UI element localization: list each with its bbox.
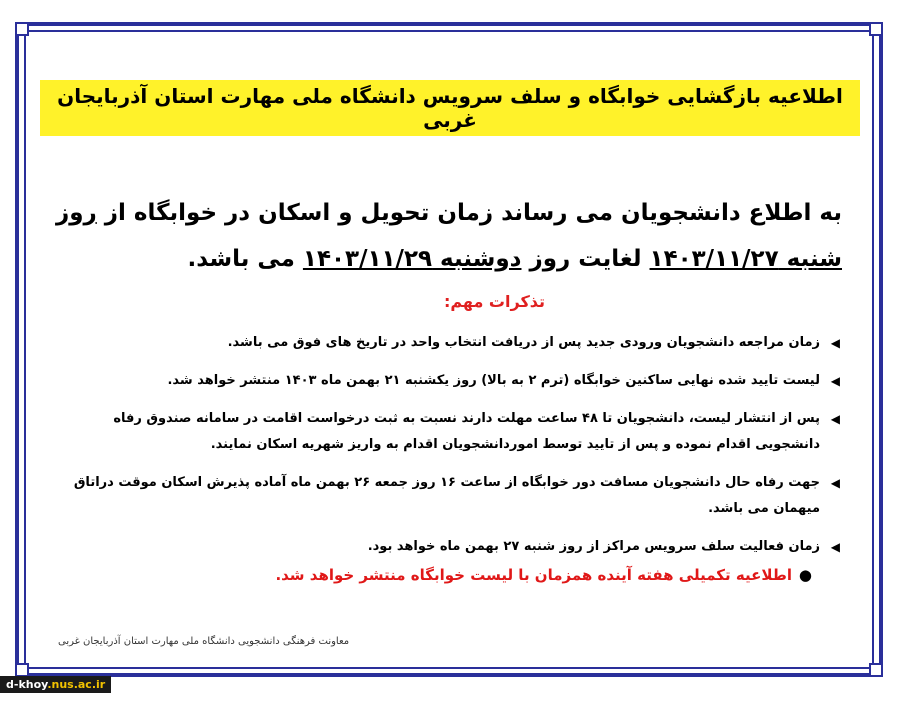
- corner-ornament: [15, 22, 29, 36]
- list-item-text: پس از انتشار لیست، دانشجویان تا ۴۸ ساعت مهلت دارند نسبت به ثبت درخواست اقامت در سامانه صندوق رفاه دانشجویی اقدام نموده و پس از تایید توسط اموردانشجویان اقدام به واریز شهریه اسکان نمایند.: [113, 411, 820, 452]
- watermark-suffix: .nus.ac.ir: [47, 678, 106, 691]
- final-note-text: اطلاعیه تکمیلی هفته آینده همزمان با لیست خوابگاه منتشر خواهد شد.: [275, 566, 792, 584]
- title-wrapper: [40, 80, 860, 136]
- footer-signature: معاونت فرهنگی دانشجویی دانشگاه ملی مهارت استان آذربایجان غربی: [58, 636, 350, 647]
- lead-date-start: روز شنبه ۱۴۰۳/۱۱/۲۷: [56, 200, 842, 272]
- list-item: [50, 330, 840, 356]
- lead-text-3: می باشد.: [187, 246, 303, 272]
- arrow-bullet-icon: ◀: [830, 476, 840, 490]
- list-item: [50, 470, 840, 522]
- dot-bullet-icon: ●: [798, 566, 812, 584]
- arrow-bullet-icon: ◀: [830, 412, 840, 426]
- list-item: [50, 368, 840, 394]
- lead-text-2: لغایت روز: [521, 246, 650, 272]
- arrow-bullet-icon: ◀: [830, 540, 840, 554]
- notes-list: [50, 330, 840, 572]
- arrow-bullet-icon: ◀: [830, 374, 840, 388]
- announcement-body: [40, 40, 860, 660]
- corner-ornament: [869, 22, 883, 36]
- notes-heading: تذکرات مهم:: [443, 292, 545, 311]
- lead-paragraph: [50, 190, 842, 282]
- list-item-text: زمان مراجعه دانشجویان ورودی جدید پس از دریافت انتخاب واحد در تاریخ های فوق می باشد.: [227, 335, 820, 350]
- watermark: [0, 676, 111, 693]
- list-item: [50, 534, 840, 560]
- list-item-text: لیست تایید شده نهایی ساکنین خوابگاه (ترم ۲ به بالا) روز یکشنبه ۲۱ بهمن ماه ۱۴۰۳ منتشر خواهد شد.: [167, 373, 820, 388]
- lead-text-1: به اطلاع دانشجویان می رساند زمان تحویل و اسکان در خوابگاه از: [96, 200, 842, 226]
- watermark-prefix: d-khoy: [6, 678, 48, 691]
- lead-date-end: دوشنبه ۱۴۰۳/۱۱/۲۹: [302, 246, 522, 272]
- announcement-title: اطلاعیه بازگشایی خوابگاه و سلف سرویس دانشگاه ملی مهارت استان آذربایجان غربی: [40, 80, 860, 136]
- list-item-text: جهت رفاه حال دانشجویان مسافت دور خوابگاه از ساعت ۱۶ روز جمعه ۲۶ بهمن ماه آماده پذیرش اسکان موقت دراتاق میهمان می باشد.: [73, 475, 820, 516]
- corner-ornament: [15, 663, 29, 677]
- final-note: [275, 566, 812, 584]
- corner-ornament: [869, 663, 883, 677]
- list-item: [50, 406, 840, 458]
- arrow-bullet-icon: ◀: [830, 336, 840, 350]
- list-item-text: زمان فعالیت سلف سرویس مراکز از روز شنبه ۲۷ بهمن ماه خواهد بود.: [367, 539, 820, 554]
